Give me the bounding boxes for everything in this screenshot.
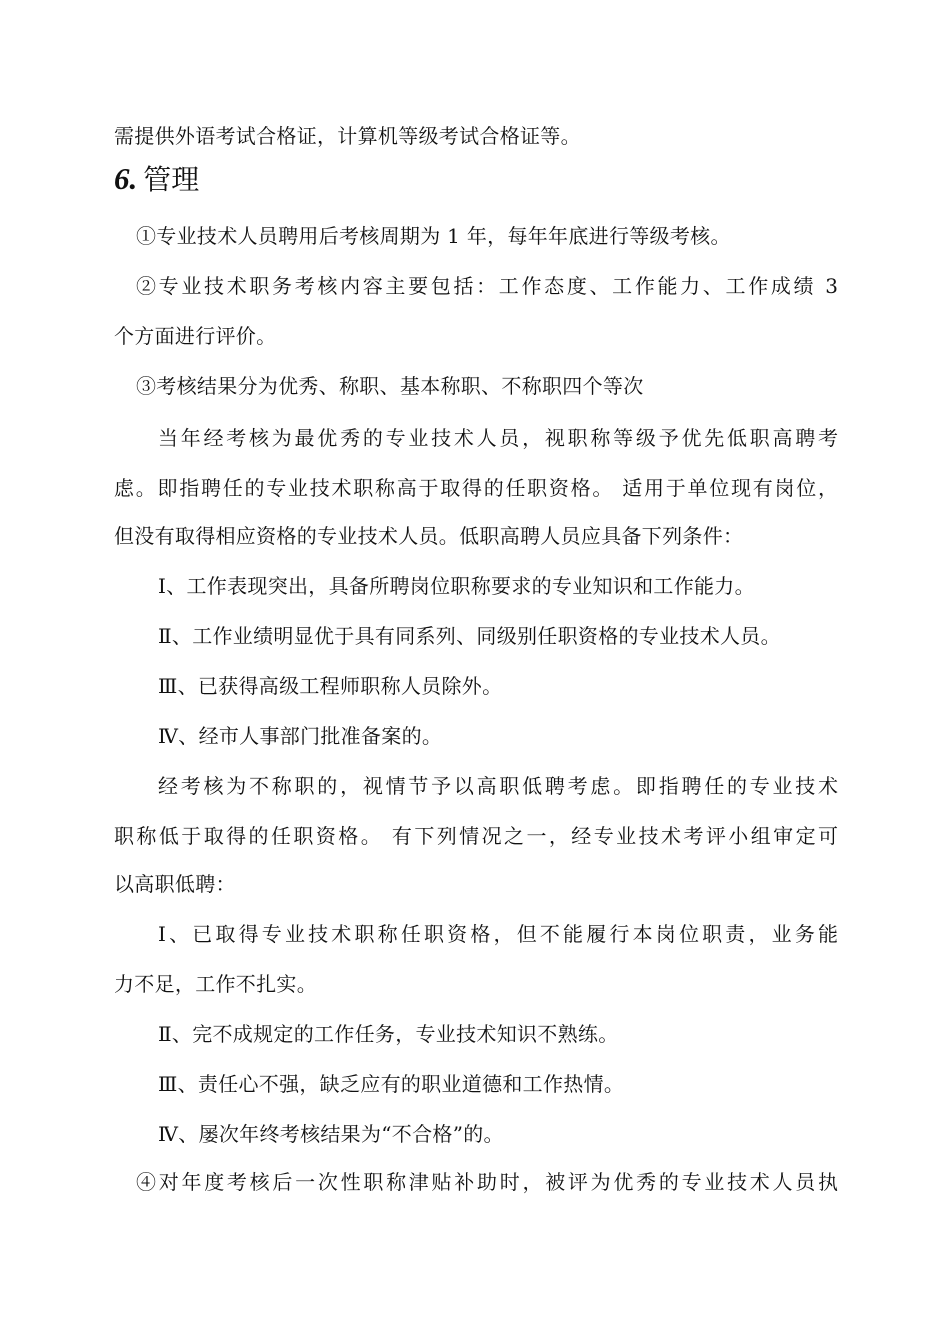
paragraph-line: 职称低于取得的任职资格。 有下列情况之一，经专业技术考评小组审定可 [114, 824, 838, 848]
paragraph-line: Ⅱ、完不成规定的工作任务，专业技术知识不熟练。 [158, 1022, 619, 1046]
paragraph-line: ②专业技术职务考核内容主要包括：工作态度、工作能力、工作成绩 3 [136, 274, 838, 298]
paragraph-line: 力不足，工作不扎实。 [114, 972, 317, 996]
paragraph-line: Ⅰ、工作表现突出，具备所聘岗位职称要求的专业知识和工作能力。 [158, 574, 755, 598]
paragraph-line: Ⅰ、已取得专业技术职称任职资格，但不能履行本岗位职责，业务能 [158, 922, 838, 946]
paragraph-line: Ⅱ、工作业绩明显优于具有同系列、同级别任职资格的专业技术人员。 [158, 624, 781, 648]
section-number: 6. [114, 161, 138, 196]
section-title: 管理 [143, 163, 200, 196]
paragraph-line: 经考核为不称职的，视情节予以高职低聘考虑。即指聘任的专业技术 [158, 774, 838, 798]
paragraph-line: ③考核结果分为优秀、称职、基本称职、不称职四个等次 [136, 374, 644, 398]
paragraph-line: Ⅳ、屡次年终考核结果为“不合格”的。 [158, 1122, 504, 1146]
paragraph-line: Ⅲ、责任心不强，缺乏应有的职业道德和工作热情。 [158, 1072, 625, 1096]
paragraph-line: Ⅲ、已获得高级工程师职称人员除外。 [158, 674, 503, 698]
paragraph-line: 但没有取得相应资格的专业技术人员。低职高聘人员应具备下列条件： [114, 524, 744, 548]
paragraph-line: 个方面进行评价。 [114, 324, 277, 348]
paragraph-line: 虑。即指聘任的专业技术职称高于取得的任职资格。 适用于单位现有岗位， [114, 476, 838, 500]
paragraph-line: 以高职低聘： [114, 872, 236, 896]
paragraph-line: Ⅳ、经市人事部门批准备案的。 [158, 724, 443, 748]
paragraph-line: 当年经考核为最优秀的专业技术人员，视职称等级予优先低职高聘考 [158, 426, 838, 450]
section-heading [114, 160, 199, 199]
intro-line: 需提供外语考试合格证，计算机等级考试合格证等。 [114, 124, 581, 148]
paragraph-line: ④对年度考核后一次性职称津贴补助时，被评为优秀的专业技术人员执 [136, 1170, 838, 1194]
paragraph-line: ①专业技术人员聘用后考核周期为 1 年，每年年底进行等级考核。 [136, 224, 731, 248]
